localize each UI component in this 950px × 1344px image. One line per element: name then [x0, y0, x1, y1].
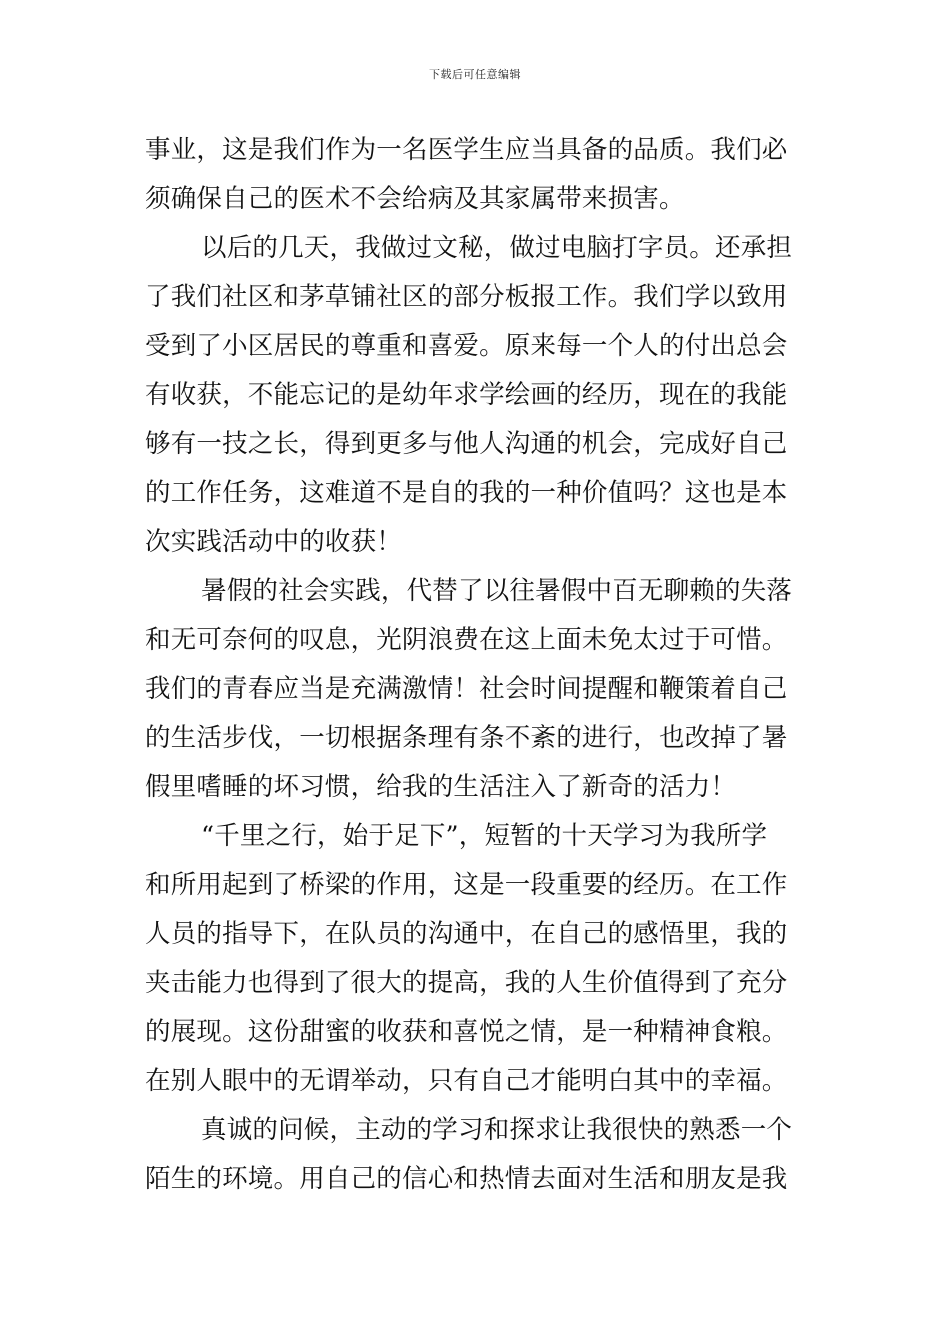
header-note: 下载后可任意编辑	[429, 68, 521, 81]
text-line: 受到了小区居民的尊重和喜爱。原来每一个人的付出总会	[145, 331, 788, 361]
text-line: 的展现。这份甜蜜的收获和喜悦之情，是一种精神食粮。	[145, 1017, 788, 1047]
text-line: 假里嗜睡的坏习惯，给我的生活注入了新奇的活力！	[145, 772, 737, 802]
text-line: 我们的青春应当是充满激情！社会时间提醒和鞭策着自己	[145, 674, 788, 704]
text-line: 有收获，不能忘记的是幼年求学绘画的经历，现在的我能	[145, 380, 788, 410]
paragraph-first-line: 真诚的问候，主动的学习和探求让我很快的熟悉一个	[201, 1115, 793, 1145]
text-line: 夹击能力也得到了很大的提高，我的人生价值得到了充分	[145, 968, 788, 998]
text-line: 和所用起到了桥梁的作用，这是一段重要的经历。在工作	[145, 870, 788, 900]
text-line: 的生活步伐，一切根据条理有条不紊的进行，也改掉了暑	[145, 723, 788, 753]
text-line: 陌生的环境。用自己的信心和热情去面对生活和朋友是我	[145, 1164, 788, 1194]
text-line: 了我们社区和茅草铺社区的部分板报工作。我们学以致用	[145, 282, 788, 312]
text-line: 事业，这是我们作为一名医学生应当具备的品质。我们必	[145, 135, 788, 165]
text-line: 的工作任务，这难道不是自的我的一种价值吗？这也是本	[145, 478, 788, 508]
text-line: 次实践活动中的收获！	[145, 527, 403, 557]
text-line: 够有一技之长，得到更多与他人沟通的机会，完成好自己	[145, 429, 788, 459]
paragraph-first-line: “千里之行，始于足下”，短暂的十天学习为我所学	[201, 821, 768, 851]
paragraph-first-line: 暑假的社会实践，代替了以往暑假中百无聊赖的失落	[201, 576, 793, 606]
text-line: 人员的指导下，在队员的沟通中，在自己的感悟里，我的	[145, 919, 788, 949]
text-line: 在别人眼中的无谓举动，只有自己才能明白其中的幸福。	[145, 1066, 788, 1096]
text-line: 和无可奈何的叹息，光阴浪费在这上面未免太过于可惜。	[145, 625, 788, 655]
paragraph-first-line: 以后的几天，我做过文秘，做过电脑打字员。还承担	[201, 233, 793, 263]
text-line: 须确保自己的医术不会给病及其家属带来损害。	[145, 184, 685, 214]
body-text	[145, 126, 807, 1204]
